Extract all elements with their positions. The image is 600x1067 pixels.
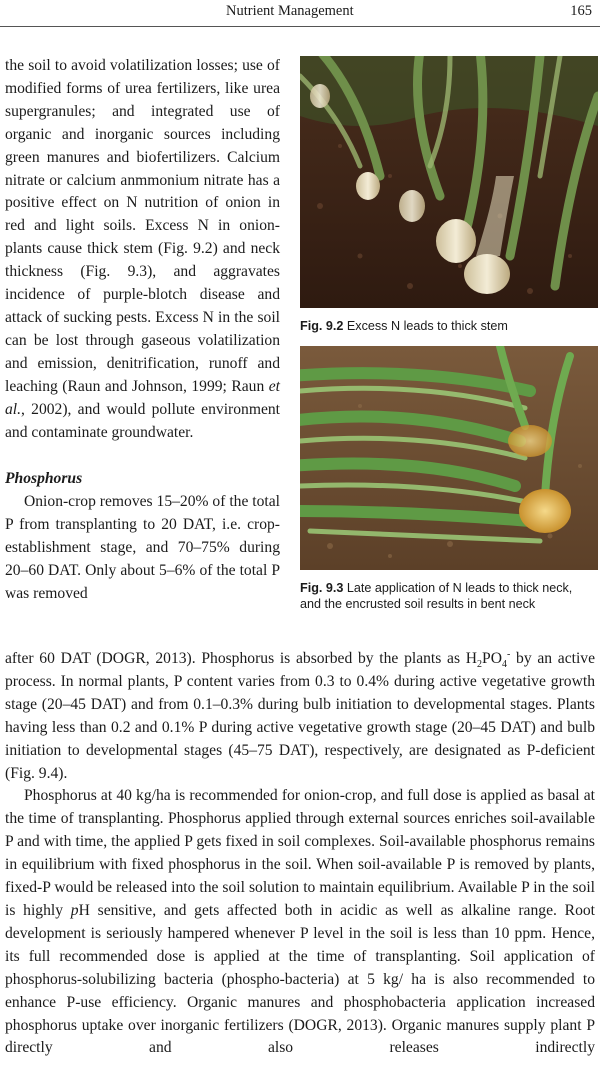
full-width-text	[5, 648, 595, 1060]
paragraph-nitrogen: the soil to avoid volatilization losses; use of modified forms of urea fertilizers, like urea supergranules; and integrated use of organic and inorganic sources including green manures and biofertilizers. Calcium nitrate or calcium anmmonium nitrate has a positive effect on N nutrition of onion in red and light soils. Excess N in onion-plants cause thick stem (Fig. 9.2) and neck thickness (Fig. 9.3), and aggravates incidence of purple-blotch disease and attack of sucking pests. Excess N in the soil can be lost through gaseous volatilization and emission, denitrification, runoff and leaching (Raun and Johnson, 1999; Raun et al., 2002), and would pollute environment and contaminate groundwater.	[5, 57, 280, 441]
figure-9-3-caption: Fig. 9.3 Late application of N leads to thick neck, and the encrusted soil results in bent neck	[300, 581, 573, 611]
paragraph-p-recommendation: Phosphorus at 40 kg/ha is recommended for onion-crop, and full dose is applied as basal at the time of transplanting. Phosphorus applied through external sources enriches soil-available P and with time, the applied P gets fixed in soil complexes. Soil-available phosphorus remains in equilibrium with fixed phosphorus in the soil. When soil-available P is removed by plants, fixed-P would be released into the soil solution to maintain equilibrium. Available P in the soil is highly pH sensitive, and gets affected both in acidic as well as alkaline range. Root development is seriously hampered whenever P level in the soil is less than 10 ppm. Hence, its full recommended dose is applied at the time of transplanting. Soil application of phosphorus-solubilizing bacteria (phospho-bacteria) at 5 kg/ ha is also recommended to enhance P-use efficiency. Organic manures and phosphobacteria application increased phosphorus uptake over inorganic fertilizers (DOGR, 2013). Organic manures supply plant P directly and also releases indirectly	[5, 787, 595, 1057]
paragraph-p-uptake: after 60 DAT (DOGR, 2013). Phosphorus is absorbed by the plants as $H_2PO_4^-$ by an active process. In normal plants, P content varies from 0.3 to 0.4% during active vegetative growth stage (20–45 DAT) and from 0.1–0.3% during bulb initiation to developmental stages. Plants having less than 0.2 and 0.1% P during active vegetative growth stage (20–45 DAT) and bulb initiation to developmental stages (45–75 DAT), respectively, are designated as P-deficient (Fig. 9.4).	[5, 648, 595, 782]
figure-9-2-caption: Fig. 9.2 Excess N leads to thick stem	[300, 319, 508, 333]
running-title: Nutrient Management	[226, 3, 354, 19]
figure-9-3-photo	[300, 346, 598, 570]
paragraph-phosphorus-intro: Onion-crop removes 15–20% of the total P from transplanting to 20 DAT, i.e. crop-establishment stage, and 70–75% during 20–60 DAT. Only about 5–6% of the total P was removed	[5, 493, 280, 602]
left-column-text	[5, 55, 280, 606]
page-number: 165	[570, 3, 592, 19]
figure-9-2-photo	[300, 56, 598, 308]
running-header	[0, 0, 600, 27]
section-heading-phosphorus: Phosphorus	[5, 470, 83, 488]
